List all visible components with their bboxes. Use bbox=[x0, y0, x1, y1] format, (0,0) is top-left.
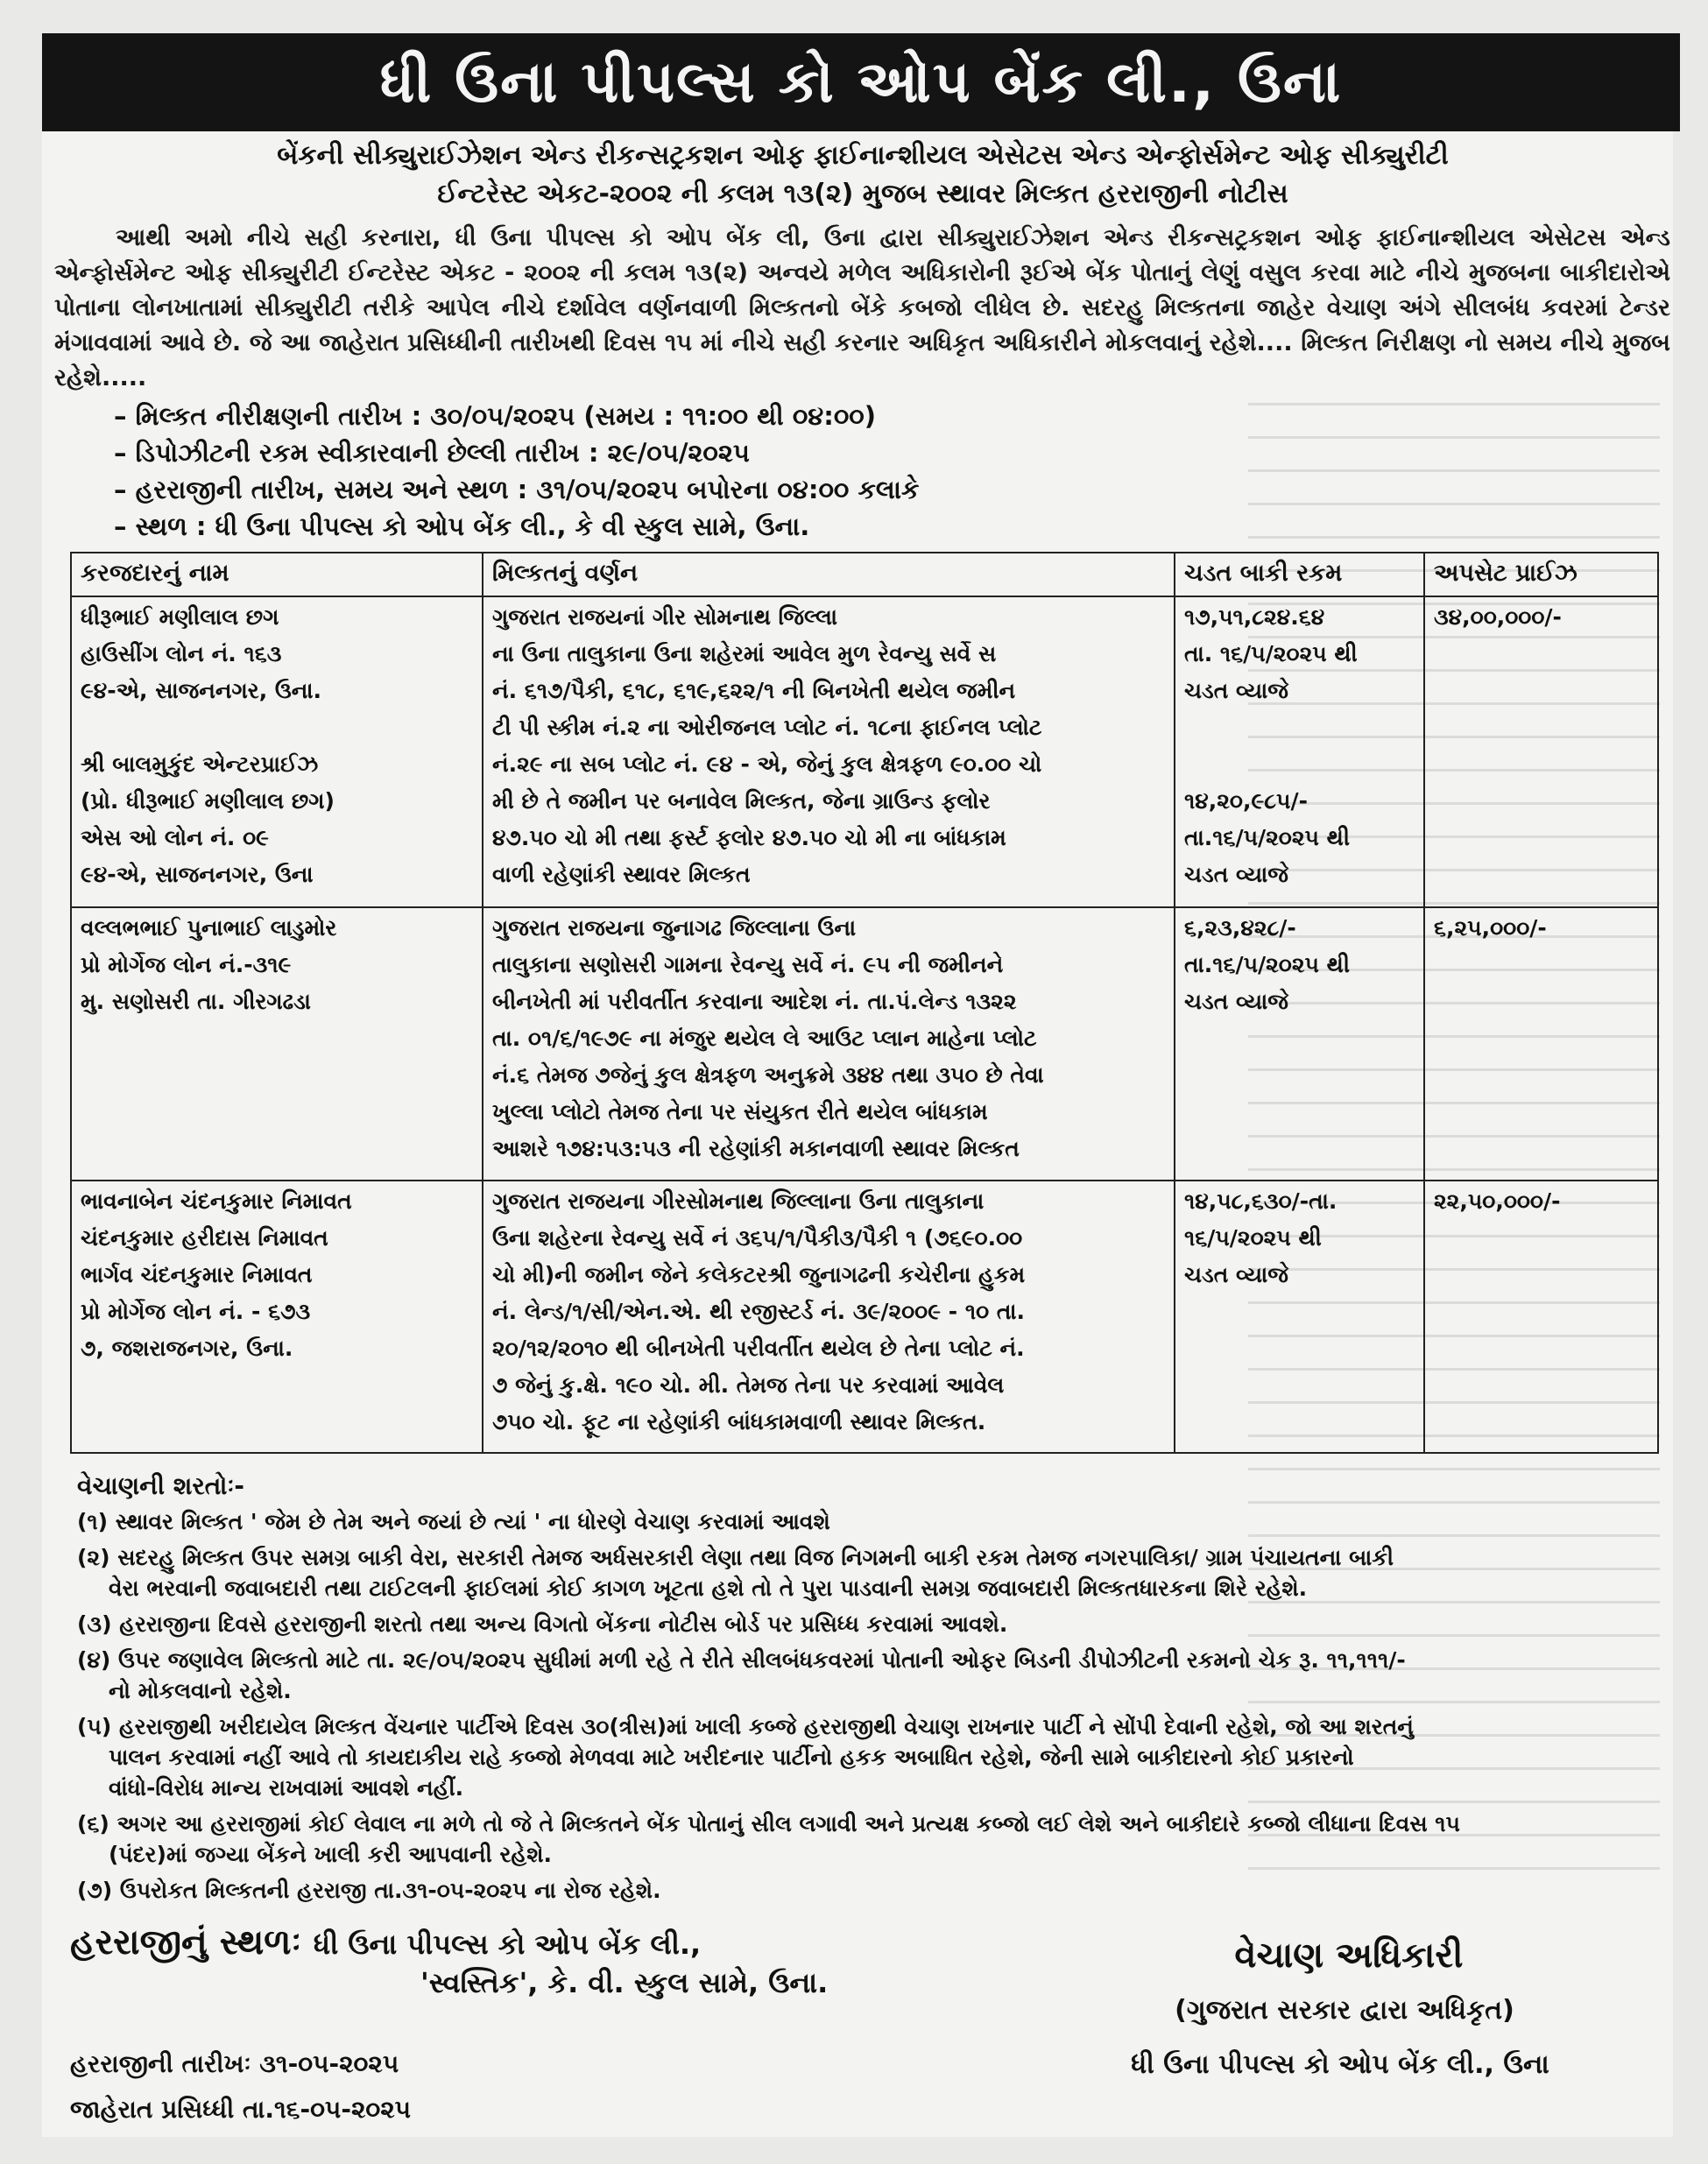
intro-paragraph bbox=[54, 221, 1670, 396]
notice-title-line-1: બેંકની સીક્યુરાઈઝેશન એન્ડ રીકન્સટ્રકશન ઓફ ફાઈનાન્શીયલ એસેટસ એન્ડ એન્ફોર્સમેન્ટ ઓફ સીક્યુરીટી bbox=[277, 140, 1449, 171]
borrower-line: પ્રો મોર્ગેજ લોન નં.-૩૧૯ bbox=[81, 952, 292, 978]
banner-title: ધી ઉના પીપલ્સ કો ઓપ બેંક લી., ઉના bbox=[379, 47, 1343, 116]
borrower-cell bbox=[71, 907, 483, 1180]
header-property: મિલ્કતનું વર્ણન bbox=[483, 553, 1175, 596]
deposit-last-date: – ડિપોઝીટની રકમ સ્વીકારવાની છેલ્લી તારીખ : ૨૯/૦૫/૨૦૨૫ bbox=[114, 438, 750, 468]
due-line: તા.૧૬/૫/૨૦૨૫ થી bbox=[1184, 952, 1350, 978]
upset-cell bbox=[1424, 1181, 1658, 1453]
property-line: નં. લેન્ડ/૧/સી/એન.એ. થી રજીસ્ટર્ડ નં. ૩૯/૨૦૦૯ - ૧૦ તા. bbox=[492, 1298, 1026, 1324]
property-line: વાળી રહેણાંકી સ્થાવર મિલ્કત bbox=[492, 862, 751, 887]
term-line: વેરા ભરવાની જવાબદારી તથા ટાઈટલની ફાઈલમાં કોઈ કાગળ ખૂટતા હશે તો તે પુરા પાડવાની સમગ્ર જવાબદારી મિલ્કતધારકના શિરે રહેશે. bbox=[109, 1575, 1308, 1601]
borrower-line: ૭, જશરાજનગર, ઉના. bbox=[81, 1335, 293, 1361]
property-cell bbox=[483, 596, 1175, 907]
due-line: ૧૪,૫૮,૬૩૦/-તા. bbox=[1184, 1188, 1337, 1214]
property-line: ૪૭.૫૦ ચો મી તથા ફર્સ્ટ ફલોર ૪૭.૫૦ ચો મી ના બાંધકામ bbox=[492, 825, 1006, 850]
term-item bbox=[77, 1506, 1654, 1537]
terms-heading: વેચાણની શરતોઃ- bbox=[77, 1471, 245, 1500]
property-cell bbox=[483, 907, 1175, 1180]
borrower-cell bbox=[71, 1181, 483, 1453]
notice-title-line-2: ઈન્ટરેસ્ટ એકટ-૨૦૦૨ ની કલમ ૧૩(૨) મુજબ સ્થાવર મિલ્કત હરરાજીની નોટીસ bbox=[437, 179, 1288, 209]
due-line: ૧૬/૫/૨૦૨૫ થી bbox=[1184, 1224, 1322, 1251]
spacer bbox=[1184, 746, 1415, 783]
term-line: (૫) હરરાજીથી ખરીદાયેલ મિલ્કત વેંચનાર પાર્ટીએ દિવસ ૩૦(ત્રીસ)માં ખાલી કબ્જે હરરાજીથી વેચાણ રાખનાર પાર્ટી ને સોંપી દેવાની રહેશે, જો આ શરતનું bbox=[77, 1714, 1414, 1739]
property-line: તાલુકાના સણોસરી ગામના રેવન્યુ સર્વે નં. ૯૫ ની જમીનને bbox=[492, 952, 1004, 978]
term-line: (૬) અગર આ હરરાજીમાં કોઈ લેવાલ ના મળે તો જે તે મિલ્કતને બેંક પોતાનું સીલ લગાવી અને પ્રત્યક્ષ કબ્જો લઈ લેશે અને બાકીદારે કબ્જો લીધાના દિવસ ૧૫ bbox=[77, 1811, 1460, 1836]
term-line: નો મોકલવાનો રહેશે. bbox=[109, 1678, 292, 1703]
header-due-amount: ચડત બાકી રકમ bbox=[1175, 553, 1424, 596]
venue-label: હરરાજીનું સ્થળઃ bbox=[70, 1922, 301, 1963]
due-cell bbox=[1175, 596, 1424, 907]
property-line: ગુજરાત રાજયનાં ગીર સોમનાથ જિલ્લા bbox=[492, 604, 837, 630]
property-line: નં.૨૯ ના સબ પ્લોટ નં. ૯૪ - એ, જેનું કુલ ક્ષેત્રફળ ૯૦.૦૦ ચો bbox=[492, 751, 1042, 777]
officer-bank: ધી ઉના પીપલ્સ કો ઓપ બેંક લી., ઉના bbox=[1131, 2049, 1549, 2080]
term-item bbox=[77, 1808, 1654, 1870]
borrower-line: હાઉસીંગ લોન નં. ૧૬૩ bbox=[81, 641, 282, 666]
due-line: ૬,૨૩,૪૨૮/- bbox=[1184, 915, 1296, 941]
property-line: ગુજરાત રાજયના ગીરસોમનાથ જિલ્લાના ઉના તાલુકાના bbox=[492, 1188, 985, 1214]
borrower-line: ૯૪-એ, સાજનનગર, ઉના. bbox=[81, 678, 322, 703]
intro-text: આથી અમો નીચે સહી કરનારા, ધી ઉના પીપલ્સ કો ઓપ બેંક લી, ઉના દ્વારા સીક્યુરાઈઝેશન એન્ડ રીકન્સટ્રકશન ઓફ ફાઈનાન્શીયલ એસેટસ એન્ડ એન્ફોર્સમેન્ટ ઓફ સીક્યુરીટી ઈન્ટરેસ્ટ એકટ - ૨૦૦૨ ની કલમ ૧૩(૨) અન્વયે મળેલ અધિકારોની રૂઈએ બેંક પોતાનું લેણું વસુલ કરવા માટે નીચે મુજબના બાકીદારોએ પોતાના લોનખાતામાં સીક્યુરીટી તરીકે આપેલ નીચે દર્શાવેલ વર્ણનવાળી મિલ્કતનો બેંકે કબજો લીધેલ છે. સદરહુ મિલ્કતના જાહેર વેચાણ અંગે સીલબંધ કવરમાં ટેન્ડર મંગાવવામાં આવે છે. જે આ જાહેરાત પ્રસિધ્ધીની તારીખથી દિવસ ૧૫ માં નીચે સહી કરનાર અધિકૃત અધિકારીને મોકલવાનું રહેશે.... મિલ્કત નિરીક્ષણ નો સમય નીચે મુજબ રહેશે..... bbox=[54, 224, 1670, 391]
borrower-line: પ્રો મોર્ગેજ લોન નં. - ૬૭૩ bbox=[81, 1298, 311, 1324]
table-row bbox=[71, 596, 1658, 907]
term-line: (૧) સ્થાવર મિલ્કત ' જેમ છે તેમ અને જયાં છે ત્યાં ' ના ધોરણે વેચાણ કરવામાં આવશે bbox=[77, 1509, 830, 1534]
borrower-line: ૯૪-એ, સાજનનગર, ઉના bbox=[81, 862, 314, 887]
due-line: ચડત વ્યાજે bbox=[1184, 1261, 1288, 1287]
property-line: ના ઉના તાલુકાના ઉના શહેરમાં આવેલ મુળ રેવન્યુ સર્વે સ bbox=[492, 641, 997, 666]
borrower-line: શ્રી બાલમુકુંદ એન્ટરપ્રાઈઝ bbox=[81, 751, 319, 777]
borrower-line: (પ્રો. ધીરૂભાઈ મણીલાલ છગ) bbox=[81, 788, 335, 814]
property-line: મી છે તે જમીન પર બનાવેલ મિલ્કત, જેના ગ્રાઉન્ડ ફલોર bbox=[492, 788, 991, 814]
upset-price: ૩૪,૦૦,૦૦૦/- bbox=[1434, 604, 1562, 630]
term-line: (૪) ઉપર જણાવેલ મિલ્કતો માટે તા. ૨૯/૦૫/૨૦૨૫ સુધીમાં મળી રહે તે રીતે સીલબંધકવરમાં પોતાની ઓફર બિડની ડીપોઝીટની રકમનો ચેક રૂ. ૧૧,૧૧૧/- bbox=[77, 1647, 1406, 1673]
upset-cell bbox=[1424, 596, 1658, 907]
spacer bbox=[81, 709, 473, 746]
term-line: (૨) સદરહુ મિલ્કત ઉપર સમગ્ર બાકી વેરા, સરકારી તેમજ અર્ધસરકારી લેણા તથા વિજ નિગમની બાકી રકમ તેમજ નગરપાલિકા/ ગ્રામ પંચાયતના બાકી bbox=[77, 1545, 1394, 1570]
term-line: (૭) ઉપરોકત મિલ્કતની હરરાજી તા.૩૧-૦૫-૨૦૨૫ ના રોજ રહેશે. bbox=[77, 1878, 661, 1903]
property-line: ખુલ્લા પ્લોટો તેમજ તેના પર સંયુકત રીતે થયેલ બાંધકામ bbox=[492, 1099, 988, 1125]
venue-line-2: 'સ્વસ્તિક', કે. વી. સ્કુલ સામે, ઉના. bbox=[420, 1966, 829, 1999]
header-borrower: કરજદારનું નામ bbox=[71, 553, 483, 596]
venue-line-1: ધી ઉના પીપલ્સ કો ઓપ બેંક લી., bbox=[313, 1928, 702, 1961]
borrower-line: એસ ઓ લોન નં. ૦૯ bbox=[81, 825, 269, 850]
bank-name-banner bbox=[42, 33, 1680, 131]
property-line: બીનખેતી માં પરીવર્તીત કરવાના આદેશ નં. તા.પં.લેન્ડ ૧૩૨૨ bbox=[492, 989, 1017, 1015]
upset-price: ૬,૨૫,૦૦૦/- bbox=[1434, 915, 1547, 941]
term-item bbox=[77, 1711, 1654, 1803]
property-cell bbox=[483, 1181, 1175, 1453]
due-line: ૧૪,૨૦,૯૮૫/- bbox=[1184, 788, 1308, 814]
due-cell bbox=[1175, 907, 1424, 1180]
upset-cell bbox=[1424, 907, 1658, 1180]
property-line: નં. ૬૧૭/પૈકી, ૬૧૮, ૬૧૯,૬૨૨/૧ ની બિનખેતી થયેલ જમીન bbox=[492, 678, 1016, 703]
borrower-line: વલ્લભભાઈ પુનાભાઈ લાડુમોર bbox=[81, 915, 337, 941]
property-line: ઉના શહેરના રેવન્યુ સર્વે નં ૩૬૫/૧/પૈકી૩/પૈકી ૧ (૭૬૯૦.૦૦ bbox=[492, 1224, 1023, 1251]
borrower-line: ધીરૂભાઈ મણીલાલ છગ bbox=[81, 604, 279, 630]
auction-place: – સ્થળ : ધી ઉના પીપલ્સ કો ઓપ બેંક લી., કે વી સ્કુલ સામે, ઉના. bbox=[114, 511, 810, 541]
due-cell bbox=[1175, 1181, 1424, 1453]
property-line: ગુજરાત રાજયના જુનાગઢ જિલ્લાના ઉના bbox=[492, 915, 857, 941]
due-line: ચડત વ્યાજે bbox=[1184, 989, 1288, 1015]
publish-date-footer: જાહેરાત પ્રસિધ્ધી તા.૧૬-૦૫-૨૦૨૫ bbox=[70, 2095, 412, 2124]
property-table bbox=[70, 552, 1659, 1454]
due-line: ચડત વ્યાજે bbox=[1184, 678, 1288, 703]
header-upset-price: અપસેટ પ્રાઈઝ bbox=[1424, 553, 1658, 596]
property-line: ૭૫૦ ચો. ફૂટ ના રહેણાંકી બાંધકામવાળી સ્થાવર મિલ્કત. bbox=[492, 1408, 986, 1434]
inspection-date: – મિલ્કત નીરીક્ષણની તારીખ : ૩૦/૦૫/૨૦૨૫ (સમય : ૧૧:૦૦ થી ૦૪:૦૦) bbox=[114, 401, 877, 431]
property-line: ચો મી)ની જમીન જેને કલેકટરશ્રી જુનાગઢની કચેરીના હુકમ bbox=[492, 1261, 1026, 1287]
officer-title: વેચાણ અધિકારી bbox=[1234, 1935, 1464, 1976]
borrower-line: ચંદનકુમાર હરીદાસ નિમાવત bbox=[81, 1224, 328, 1251]
term-item bbox=[77, 1542, 1654, 1604]
due-line: ચડત વ્યાજે bbox=[1184, 862, 1288, 887]
property-line: ટી પી સ્કીમ નં.૨ ના ઓરીજનલ પ્લોટ નં. ૧૮ના ફાઈનલ પ્લોટ bbox=[492, 715, 1042, 740]
due-line: તા.૧૬/૫/૨૦૨૫ થી bbox=[1184, 825, 1350, 850]
term-line: (પંદર)માં જગ્યા બેંકને ખાલી કરી આપવાની રહેશે. bbox=[109, 1842, 552, 1867]
table-header-row bbox=[71, 553, 1658, 596]
table-row bbox=[71, 907, 1658, 1180]
property-line: ૨૦/૧૨/૨૦૧૦ થી બીનખેતી પરીવર્તીત થયેલ છે તેના પ્લોટ નં. bbox=[492, 1335, 1025, 1361]
property-line: ૭ જેનું કુ.ક્ષે. ૧૯૦ ચો. મી. તેમજ તેના પર કરવામાં આવેલ bbox=[492, 1371, 1005, 1398]
upset-price: ૨૨,૫૦,૦૦૦/- bbox=[1434, 1188, 1561, 1214]
due-line: તા. ૧૬/૫/૨૦૨૫ થી bbox=[1184, 641, 1358, 666]
borrower-line: ભાર્ગવ ચંદનકુમાર નિમાવત bbox=[81, 1261, 313, 1287]
term-line: વાંધો-વિરોધ માન્ય રાખવામાં આવશે નહીં. bbox=[109, 1775, 464, 1801]
officer-authority: (ગુજરાત સરકાર દ્વારા અધિકૃત) bbox=[1175, 1995, 1514, 2026]
term-item bbox=[77, 1875, 1654, 1906]
spacer bbox=[1184, 709, 1415, 746]
due-line: ૧૭,૫૧,૮૨૪.૬૪ bbox=[1184, 604, 1325, 630]
table-row bbox=[71, 1181, 1658, 1453]
borrower-line: મુ. સણોસરી તા. ગીરગઢડા bbox=[81, 989, 311, 1015]
property-line: નં.૬ તેમજ ૭જેનું કુલ ક્ષેત્રફળ અનુક્રમે ૩૪૪ તથા ૩૫૦ છે તેવા bbox=[492, 1062, 1044, 1089]
auction-date-time-place: – હરરાજીની તારીખ, સમય અને સ્થળ : ૩૧/૦૫/૨૦૨૫ બપોરના ૦૪:૦૦ કલાકે bbox=[114, 475, 920, 504]
property-line: આશરે ૧૭૪:૫૩:૫૩ ની રહેણાંકી મકાનવાળી સ્થાવર મિલ્કત bbox=[492, 1136, 1020, 1162]
borrower-line: ભાવનાબેન ચંદનકુમાર નિમાવત bbox=[81, 1188, 352, 1214]
term-line: પાલન કરવામાં નહીં આવે તો કાયદાકીય રાહે કબ્જો મેળવવા માટે ખરીદનાર પાર્ટીનો હકક અબાધિત રહેશે, જેની સામે બાકીદારનો કોઈ પ્રકારનો bbox=[109, 1745, 1354, 1770]
term-item bbox=[77, 1645, 1654, 1706]
auction-date-footer: હરરાજીની તારીખઃ ૩૧-૦૫-૨૦૨૫ bbox=[70, 2049, 399, 2078]
auction-venue bbox=[70, 1922, 701, 1963]
borrower-cell bbox=[71, 596, 483, 907]
terms-list bbox=[77, 1506, 1654, 1911]
term-line: (૩) હરરાજીના દિવસે હરરાજીની શરતો તથા અન્ય વિગતો બેંકના નોટીસ બોર્ડ પર પ્રસિધ્ધ કરવામાં આવશે. bbox=[77, 1611, 1008, 1637]
term-item bbox=[77, 1609, 1654, 1639]
property-line: તા. ૦૧/૬/૧૯૭૯ ના મંજુર થયેલ લે આઉટ પ્લાન માહેના પ્લોટ bbox=[492, 1026, 1037, 1052]
